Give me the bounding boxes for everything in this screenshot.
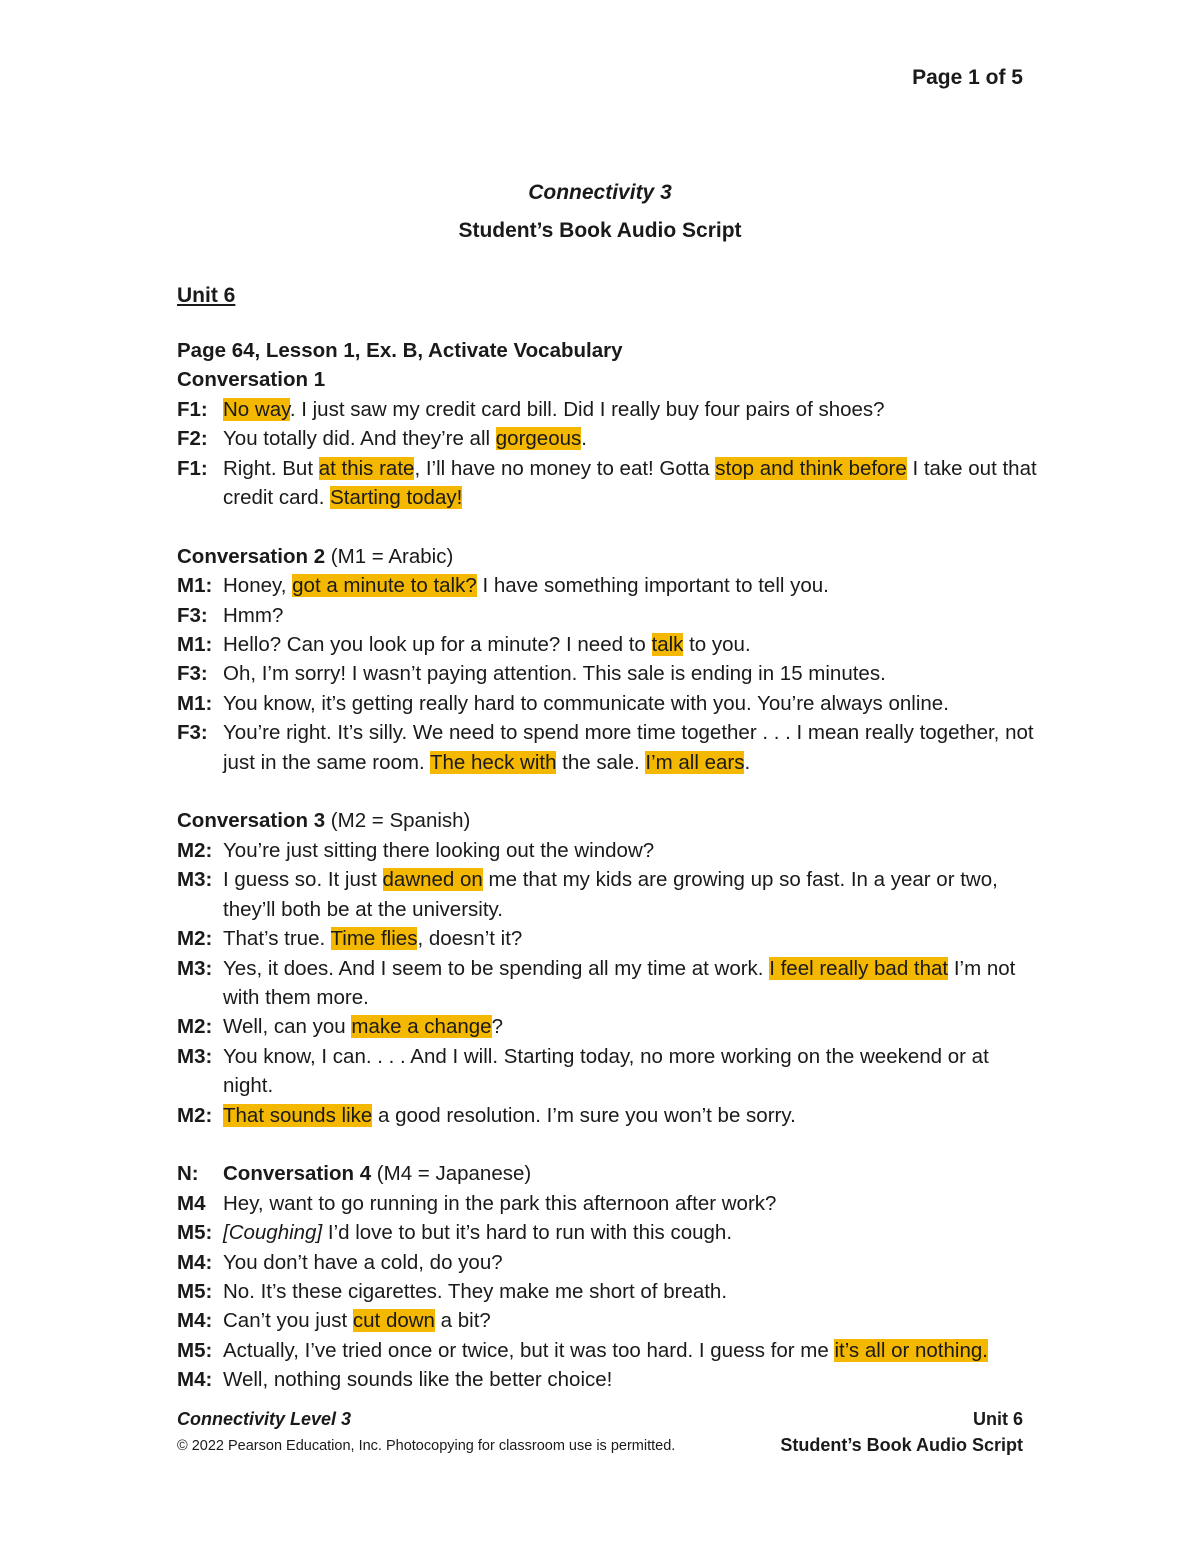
dialogue-text bbox=[223, 924, 1037, 953]
text-segment: You totally did. And they’re all bbox=[223, 427, 496, 451]
dialogue-line bbox=[177, 924, 1037, 953]
conversation-title: Conversation 3 bbox=[177, 809, 326, 833]
dialogue-line bbox=[177, 689, 1037, 718]
text-segment: That’s true. bbox=[223, 927, 331, 951]
document-subtitle: Student’s Book Audio Script bbox=[458, 219, 742, 242]
speaker-label: F1: bbox=[177, 456, 208, 480]
speaker-label: M2: bbox=[177, 927, 213, 951]
text-segment: a bit? bbox=[434, 1309, 491, 1333]
text-segment: I have something important to tell you. bbox=[476, 574, 829, 598]
highlighted-phrase: Time flies bbox=[330, 927, 418, 951]
text-segment: You know, it’s getting really hard to communicate with you. You’re always online. bbox=[223, 691, 949, 715]
dialogue-text bbox=[223, 865, 1037, 924]
text-segment: , doesn’t it? bbox=[417, 927, 523, 951]
dialogue-text bbox=[223, 424, 1037, 453]
dialogue-text bbox=[223, 718, 1037, 777]
footer-doc-title: Student’s Book Audio Script bbox=[780, 1435, 1023, 1455]
dialogue-line bbox=[177, 1365, 1037, 1394]
page-number: Page 1 of 5 bbox=[912, 66, 1023, 89]
text-segment: Well, nothing sounds like the better choice! bbox=[223, 1368, 613, 1392]
text-segment: Hey, want to go running in the park this afternoon after work? bbox=[223, 1191, 777, 1215]
dialogue-line bbox=[177, 1042, 1037, 1101]
speaker-label: F3: bbox=[177, 662, 208, 686]
speaker-label: M5: bbox=[177, 1279, 213, 1303]
highlighted-phrase: got a minute to talk? bbox=[292, 574, 477, 598]
text-segment: ? bbox=[491, 1015, 503, 1039]
text-segment: You’re right. It’s silly. We need to spend more time together . . . I mean really together, not just in the same room. bbox=[223, 721, 1034, 774]
dialogue-line bbox=[177, 1277, 1037, 1306]
dialogue-text bbox=[223, 454, 1037, 513]
highlighted-phrase: Starting today! bbox=[330, 486, 463, 510]
dialogue-text bbox=[223, 1248, 1037, 1277]
text-segment: You’re just sitting there looking out the window? bbox=[223, 838, 655, 862]
speaker-label: M4: bbox=[177, 1368, 213, 1392]
conversation-heading bbox=[177, 542, 1037, 571]
speaker-label: F3: bbox=[177, 721, 208, 745]
dialogue-line bbox=[177, 659, 1037, 688]
dialogue-text bbox=[223, 571, 1037, 600]
section-spacer bbox=[177, 777, 1037, 806]
text-segment: No. It’s these cigarettes. They make me short of breath. bbox=[223, 1279, 728, 1303]
text-segment: Well, can you bbox=[223, 1015, 352, 1039]
speaker-label: M2: bbox=[177, 1103, 213, 1127]
speaker-label: M3: bbox=[177, 956, 213, 980]
dialogue-line bbox=[177, 395, 1037, 424]
footer-copyright: © 2022 Pearson Education, Inc. Photocopying for classroom use is permitted. bbox=[177, 1438, 676, 1454]
speaker-label: F1: bbox=[177, 397, 208, 421]
dialogue-line bbox=[177, 1336, 1037, 1365]
conversation-note: (M1 = Arabic) bbox=[325, 544, 454, 568]
dialogue-text bbox=[223, 601, 1037, 630]
dialogue-line bbox=[177, 630, 1037, 659]
section-spacer bbox=[177, 1130, 1037, 1159]
unit-heading: Unit 6 bbox=[177, 284, 236, 307]
highlighted-phrase: talk bbox=[651, 633, 684, 657]
dialogue-text bbox=[223, 630, 1037, 659]
dialogue-text bbox=[223, 659, 1037, 688]
highlighted-phrase: I feel really bad that bbox=[769, 956, 949, 980]
conversation-title: Conversation 4 bbox=[223, 1162, 372, 1186]
text-segment: a good resolution. I’m sure you won’t be sorry. bbox=[372, 1103, 796, 1127]
text-segment: . I just saw my credit card bill. Did I really buy four pairs of shoes? bbox=[289, 397, 885, 421]
dialogue-line bbox=[177, 1248, 1037, 1277]
dialogue-text bbox=[223, 1042, 1037, 1101]
conversation-heading bbox=[177, 1159, 1037, 1188]
text-segment: me that my kids are growing up so fast. In a year or two, they’ll both be at the university. bbox=[223, 868, 998, 921]
speaker-label: F3: bbox=[177, 603, 208, 627]
text-segment: Can’t you just bbox=[223, 1309, 353, 1333]
script-content bbox=[177, 336, 1037, 1395]
dialogue-text bbox=[223, 954, 1037, 1013]
text-segment: [Coughing] bbox=[223, 1221, 323, 1245]
dialogue-line bbox=[177, 1306, 1037, 1335]
dialogue-text bbox=[223, 1336, 1037, 1365]
conversations bbox=[177, 365, 1037, 1394]
text-segment: Right. But bbox=[223, 456, 319, 480]
document-title: Connectivity 3 bbox=[528, 181, 672, 204]
text-segment: Hello? Can you look up for a minute? I need to bbox=[223, 633, 652, 657]
speaker-label: M5: bbox=[177, 1338, 213, 1362]
dialogue-text bbox=[223, 836, 1037, 865]
dialogue-text bbox=[223, 395, 1037, 424]
text-segment: Honey, bbox=[223, 574, 293, 598]
dialogue-line bbox=[177, 1101, 1037, 1130]
speaker-label: M1: bbox=[177, 633, 213, 657]
conversation-title: Conversation 1 bbox=[177, 368, 326, 392]
dialogue-line bbox=[177, 954, 1037, 1013]
dialogue-text bbox=[223, 1365, 1037, 1394]
highlighted-phrase: at this rate bbox=[318, 456, 415, 480]
conversation-note: (M4 = Japanese) bbox=[371, 1162, 532, 1186]
dialogue-line bbox=[177, 1218, 1037, 1247]
dialogue-line bbox=[177, 424, 1037, 453]
speaker-label: M2: bbox=[177, 838, 213, 862]
text-segment: I’m not with them more. bbox=[223, 956, 1016, 1009]
dialogue-text bbox=[223, 1189, 1037, 1218]
highlighted-phrase: The heck with bbox=[430, 750, 557, 774]
highlighted-phrase: I’m all ears bbox=[645, 750, 745, 774]
dialogue-line bbox=[177, 571, 1037, 600]
text-segment: Oh, I’m sorry! I wasn’t paying attention. This sale is ending in 15 minutes. bbox=[223, 662, 886, 686]
text-segment: . bbox=[581, 427, 587, 451]
text-segment: I take out that credit card. bbox=[223, 456, 1037, 510]
highlighted-phrase: No way bbox=[223, 397, 290, 421]
dialogue-text bbox=[223, 1101, 1037, 1130]
dialogue-line bbox=[177, 1012, 1037, 1041]
conversation-prefix: N: bbox=[177, 1162, 199, 1186]
footer-unit: Unit 6 bbox=[972, 1409, 1023, 1429]
highlighted-phrase: stop and think before bbox=[715, 456, 907, 480]
dialogue-line bbox=[177, 865, 1037, 924]
highlighted-phrase: dawned on bbox=[382, 868, 483, 892]
dialogue-line bbox=[177, 601, 1037, 630]
text-segment: the sale. bbox=[556, 750, 646, 774]
highlighted-phrase: cut down bbox=[352, 1309, 435, 1333]
conversation-heading bbox=[177, 806, 1037, 835]
section-heading: Page 64, Lesson 1, Ex. B, Activate Vocabulary bbox=[177, 339, 623, 362]
text-segment: I’d love to but it’s hard to run with this cough. bbox=[322, 1221, 733, 1245]
text-segment: . bbox=[744, 750, 751, 774]
text-segment: I guess so. It just bbox=[223, 868, 383, 892]
speaker-label: M4 bbox=[177, 1191, 206, 1215]
text-segment: Actually, I’ve tried once or twice, but it was too hard. I guess for me bbox=[223, 1338, 835, 1362]
section-spacer bbox=[177, 512, 1037, 541]
highlighted-phrase: gorgeous bbox=[495, 427, 582, 451]
speaker-label: M4: bbox=[177, 1250, 213, 1274]
highlighted-phrase: That sounds like bbox=[223, 1103, 373, 1127]
text-segment: Hmm? bbox=[223, 603, 284, 627]
dialogue-text bbox=[223, 1306, 1037, 1335]
text-segment: to you. bbox=[683, 633, 751, 657]
dialogue-text bbox=[223, 1218, 1037, 1247]
speaker-label: M3: bbox=[177, 868, 213, 892]
highlighted-phrase: make a change bbox=[351, 1015, 492, 1039]
dialogue-line bbox=[177, 718, 1037, 777]
footer-book-title: Connectivity Level 3 bbox=[177, 1409, 352, 1429]
dialogue-text bbox=[223, 1277, 1037, 1306]
speaker-label: F2: bbox=[177, 427, 208, 451]
highlighted-phrase: it’s all or nothing. bbox=[834, 1338, 988, 1362]
speaker-label: M5: bbox=[177, 1221, 213, 1245]
speaker-label: M4: bbox=[177, 1309, 213, 1333]
text-segment: Yes, it does. And I seem to be spending all my time at work. bbox=[223, 956, 770, 980]
dialogue-text bbox=[223, 1012, 1037, 1041]
speaker-label: M1: bbox=[177, 574, 213, 598]
dialogue-text bbox=[223, 689, 1037, 718]
conversation-heading bbox=[177, 365, 1037, 394]
conversation-title-wrap bbox=[223, 1159, 1037, 1188]
conversation-title: Conversation 2 bbox=[177, 544, 326, 568]
text-segment: , I’ll have no money to eat! Gotta bbox=[414, 456, 716, 480]
dialogue-line bbox=[177, 454, 1037, 513]
speaker-label: M2: bbox=[177, 1015, 213, 1039]
dialogue-line bbox=[177, 1189, 1037, 1218]
text-segment: You know, I can. . . . And I will. Starting today, no more working on the weekend or at night. bbox=[223, 1044, 989, 1098]
speaker-label: M1: bbox=[177, 691, 213, 715]
text-segment: You don’t have a cold, do you? bbox=[223, 1250, 503, 1274]
speaker-label: M3: bbox=[177, 1044, 213, 1068]
conversation-note: (M2 = Spanish) bbox=[325, 809, 471, 833]
dialogue-line bbox=[177, 836, 1037, 865]
